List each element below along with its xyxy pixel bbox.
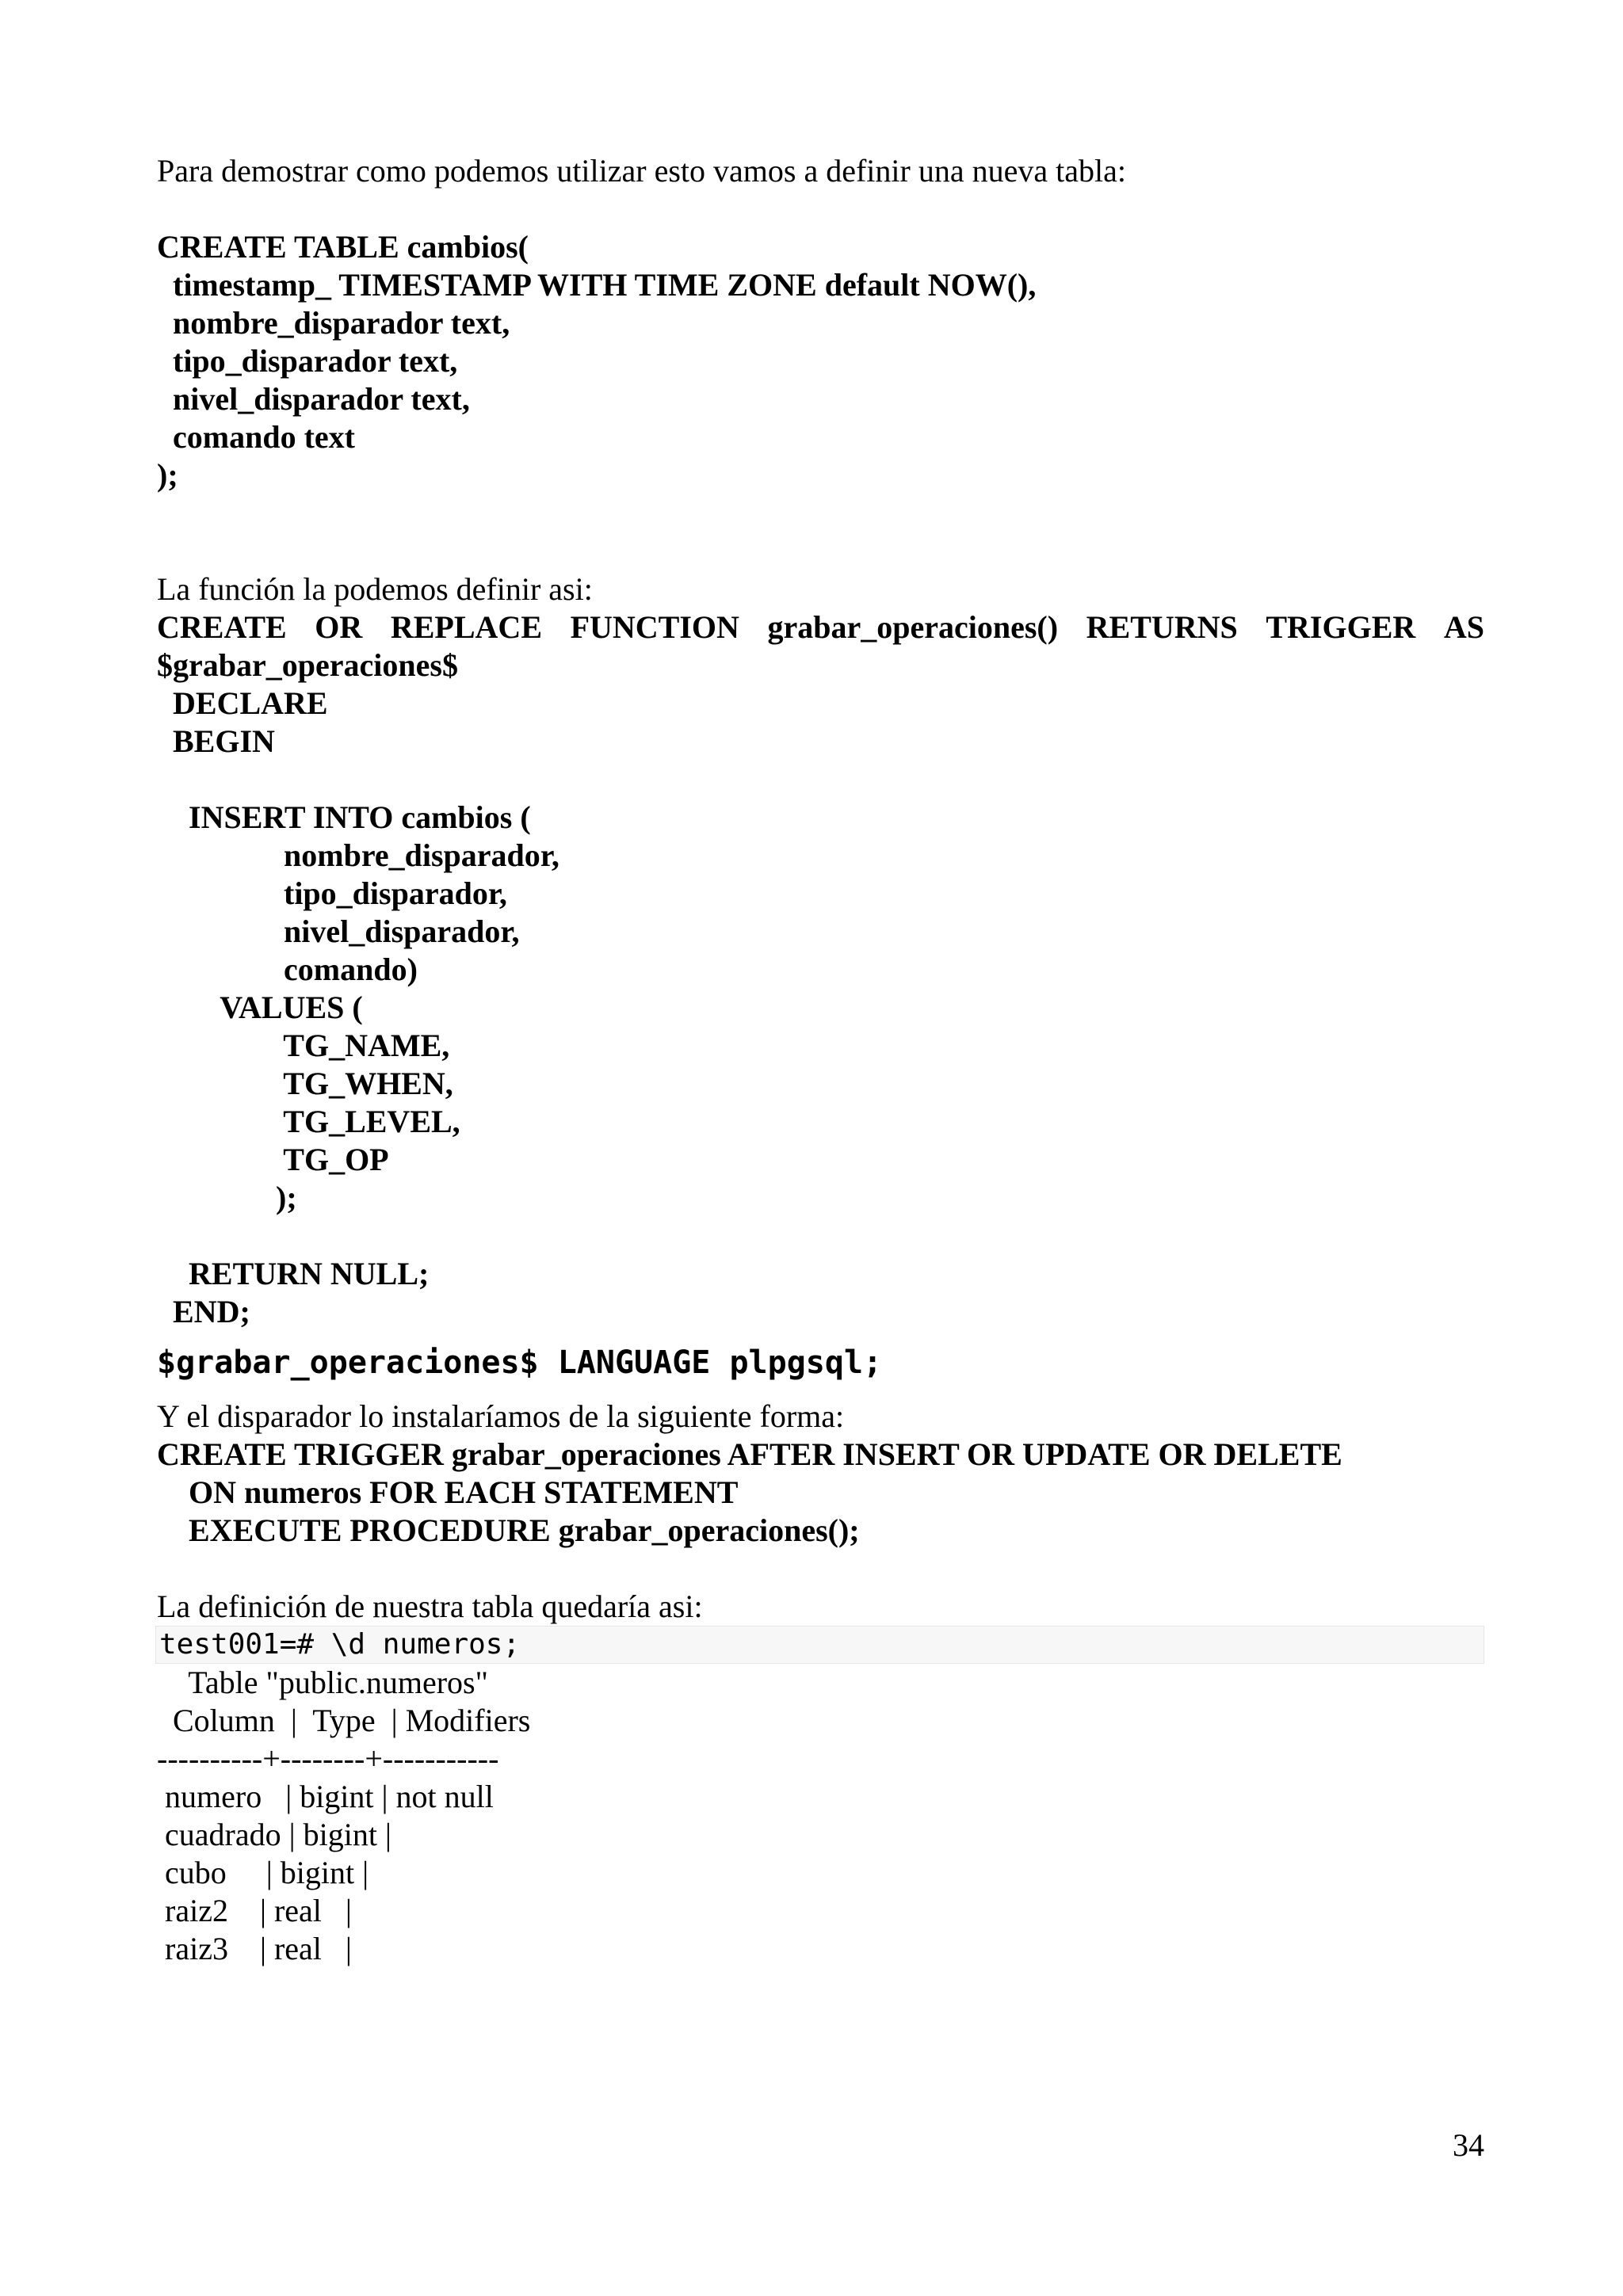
code-line: );	[157, 1180, 297, 1215]
create-table-code	[157, 228, 1484, 494]
code-line: VALUES (	[157, 990, 363, 1025]
code-line: TG_NAME,	[157, 1028, 450, 1063]
output-line: raiz3 | real |	[157, 1931, 352, 1966]
function-intro: La función la podemos definir asi:	[157, 571, 593, 607]
code-line: TG_LEVEL,	[157, 1104, 460, 1139]
output-line: raiz2 | real |	[157, 1893, 352, 1928]
code-line: CREATE TABLE cambios(	[157, 229, 529, 265]
code-word: RETURNS	[1086, 609, 1238, 645]
code-line: CREATE TRIGGER grabar_operaciones AFTER INSERT OR UPDATE OR DELETE	[157, 1436, 1342, 1472]
code-word: FUNCTION	[570, 609, 739, 645]
code-line: RETURN NULL;	[157, 1256, 430, 1291]
spacer	[157, 190, 1484, 228]
code-word: TRIGGER	[1266, 609, 1416, 645]
code-line: comando)	[157, 952, 418, 987]
spacer	[157, 494, 1484, 570]
code-line: timestamp_ TIMESTAMP WITH TIME ZONE default NOW(),	[157, 267, 1037, 303]
code-word: OR	[315, 609, 363, 645]
code-line	[157, 761, 1484, 799]
language-line: $grabar_operaciones$ LANGUAGE plpgsql;	[157, 1344, 883, 1381]
code-line: nivel_disparador text,	[157, 381, 470, 417]
page-number: 34	[1453, 2127, 1484, 2163]
code-word: CREATE	[157, 609, 287, 645]
code-line: $grabar_operaciones$	[157, 647, 458, 683]
output-line: cuadrado | bigint |	[157, 1817, 391, 1852]
code-line: );	[157, 457, 178, 493]
spacer	[157, 1550, 1484, 1588]
code-line	[157, 1217, 1484, 1255]
code-line: tipo_disparador,	[157, 875, 507, 911]
output-line: numero | bigint | not null	[157, 1779, 494, 1814]
output-line: cubo | bigint |	[157, 1855, 369, 1890]
table-intro: La definición de nuestra tabla quedaría asi:	[157, 1589, 703, 1624]
output-line: Column | Type | Modifiers	[157, 1703, 531, 1738]
trigger-code	[157, 1436, 1484, 1550]
code-line: END;	[157, 1294, 250, 1329]
code-line: nombre_disparador,	[157, 837, 559, 873]
code-word: grabar_operaciones()	[767, 609, 1059, 645]
code-line: DECLARE	[157, 685, 328, 721]
function-header-line	[157, 608, 1484, 646]
code-line: nombre_disparador text,	[157, 305, 510, 341]
psql-command: test001=# \d numeros;	[155, 1626, 1484, 1664]
code-line: EXECUTE PROCEDURE grabar_operaciones();	[157, 1512, 860, 1548]
code-word: REPLACE	[390, 609, 542, 645]
output-line: ----------+--------+-----------	[157, 1741, 499, 1776]
intro-paragraph: Para demostrar como podemos utilizar esto vamos a definir una nueva tabla:	[157, 153, 1126, 189]
code-line: tipo_disparador text,	[157, 343, 458, 379]
document-page	[157, 152, 1484, 1968]
table-output	[157, 1664, 1484, 1968]
output-line: Table "public.numeros"	[157, 1665, 488, 1700]
code-line: comando text	[157, 419, 355, 455]
function-body-code	[157, 646, 1484, 1331]
code-line: nivel_disparador,	[157, 913, 520, 949]
code-line: TG_WHEN,	[157, 1066, 453, 1101]
code-line: ON numeros FOR EACH STATEMENT	[157, 1474, 739, 1510]
code-line: INSERT INTO cambios (	[157, 799, 531, 835]
code-line: BEGIN	[157, 723, 275, 759]
code-line: TG_OP	[157, 1142, 389, 1177]
trigger-intro: Y el disparador lo instalaríamos de la siguiente forma:	[157, 1398, 845, 1434]
code-word: AS	[1443, 609, 1484, 645]
